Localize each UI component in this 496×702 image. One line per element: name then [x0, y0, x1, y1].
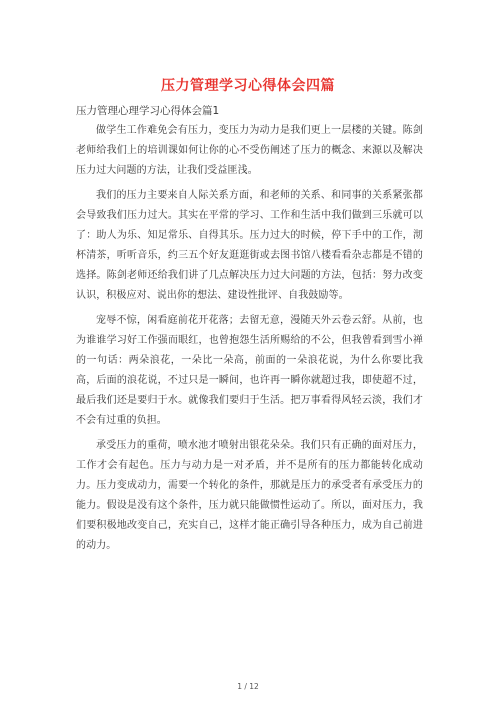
paragraph: 我们的压力主要来自人际关系方面，和老师的关系、和同事的关系紧张都会导致我们压力过大。其实在平常的学习、工作和生活中我们做到三乐就可以了：助人为乐、知足常乐、自得其乐。压力过大的时候，停下手中的工作，沏杯清茶，听听音乐，约三五个好友逛逛街或去图书馆八楼看看杂志都是不错的选择。陈剑老师还给我们讲了几点解决压力过大问题的方法，包括：努力改变认识，积极应对、说出你的想法、建设性批评、自我鼓励等。 — [76, 190, 423, 301]
paragraph: 承受压力的重荷，喷水池才喷射出银花朵朵。我们只有正确的面对压力，工作才会有起色。压力与动力是一对矛盾，并不是所有的压力都能转化成动力。压力变成动力，需要一个转化的条件，那就是压力的承受者有承受压力的能力。假设是没有这个条件，压力就只能做惯性运动了。所以，面对压力，我们要积极地改变自己，充实自己，这样才能正确引导各种压力，成为自己前进的动力。 — [76, 440, 423, 551]
paragraph: 宠辱不惊，闲看庭前花开花落；去留无意，漫随天外云卷云舒。从前，也为谁谁学习好工作强而眼红，也曾抱怨生活所赐给的不公，但我曾看到雪小禅的一句话：两朵浪花，一朵比一朵高，前面的一朵浪花说，为什么你要比我高，后面的浪花说，不过只是一瞬间，也许再一瞬你就超过我，即使超不过，最后我们还是要归于水。就像我们要归于生活。把万事看得风轻云淡，我们才不会有过重的负担。 — [76, 315, 423, 426]
page-number: 1 / 12 — [237, 682, 259, 691]
document-title: 压力管理学习心得体会四篇 — [161, 78, 335, 94]
section-heading: 压力管理心理学习心得体会篇1 — [76, 105, 220, 117]
document-body — [76, 121, 423, 561]
paragraph: 做学生工作难免会有压力，变压力为动力是我们更上一层楼的关键。陈剑老师给我们上的培训课如何让你的心不受伤阐述了压力的概念、来源以及解决压力过大问题的方法，让我们受益匪浅。 — [76, 125, 423, 176]
